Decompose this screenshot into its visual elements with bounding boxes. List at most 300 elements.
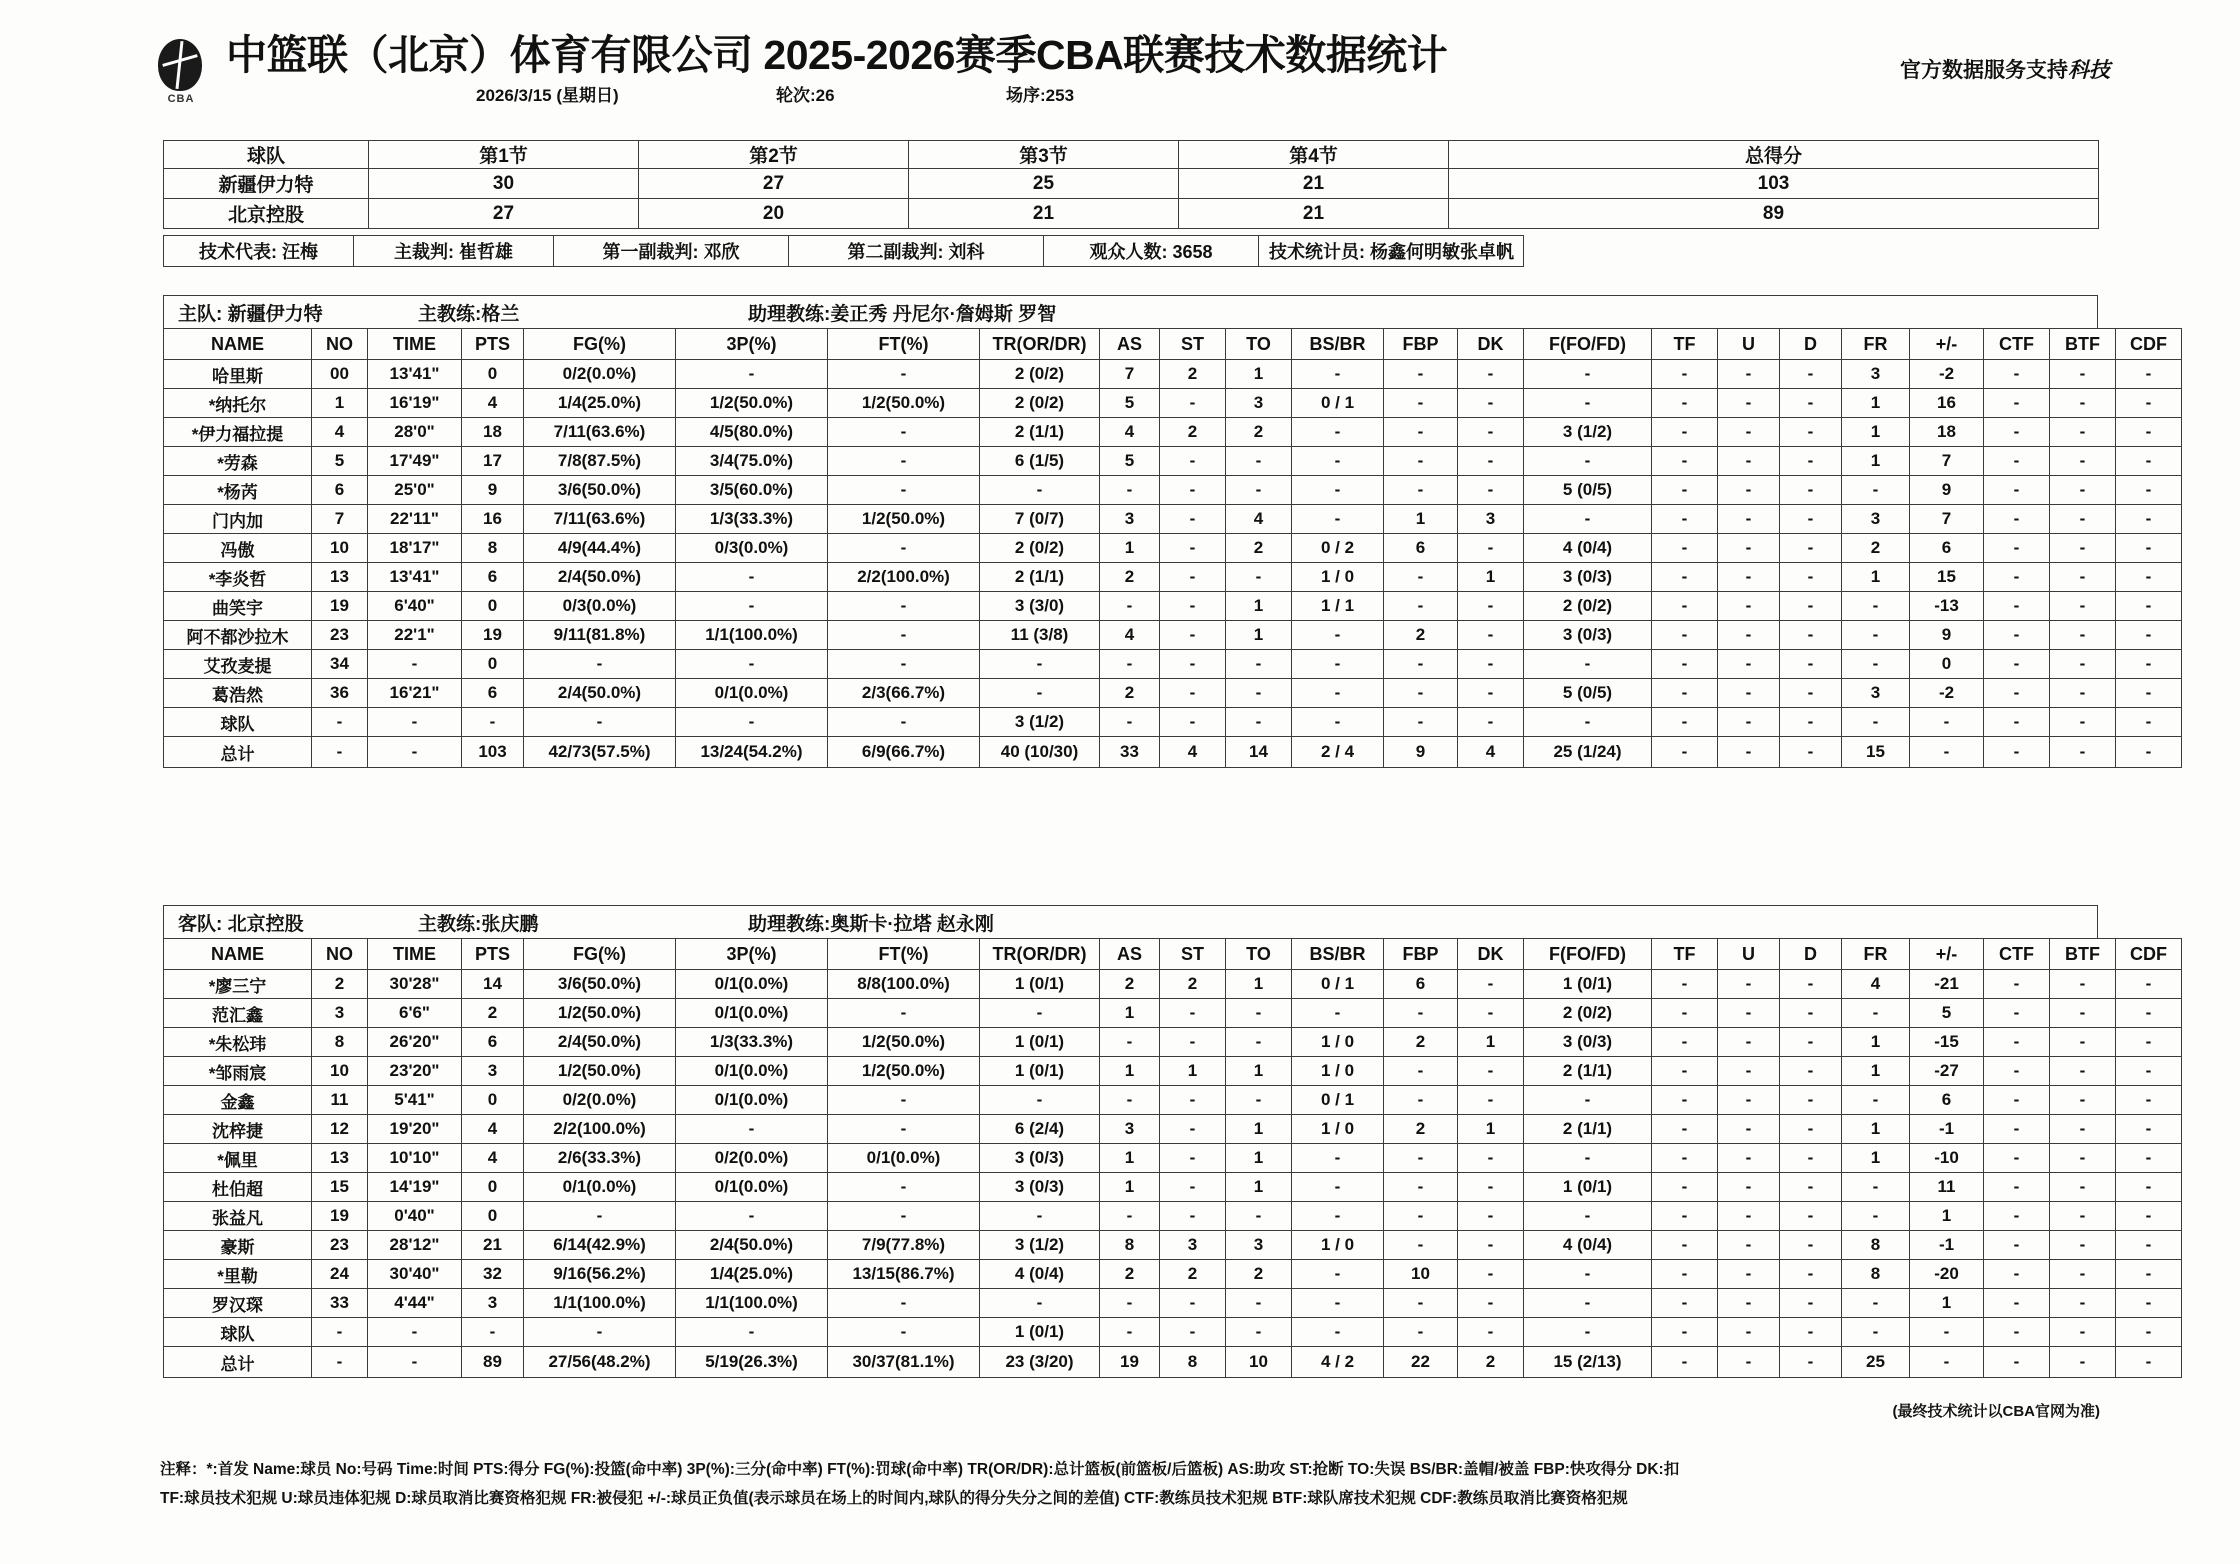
stat-cell: - [2050, 389, 2116, 418]
stat-cell: - [1652, 1115, 1718, 1144]
stat-cell: 6'40" [368, 592, 462, 621]
stat-cell: 23 (3/20) [980, 1347, 1100, 1378]
stat-cell: 2/4(50.0%) [524, 679, 676, 708]
document-masthead [150, 30, 2110, 110]
column-header-fg: FG(%) [524, 939, 676, 970]
stat-cell: 1 (0/1) [1524, 970, 1652, 999]
stat-cell: - [1984, 447, 2050, 476]
table-row [164, 970, 2182, 999]
column-header-fr: FR [1842, 939, 1910, 970]
column-header-cdf: CDF [2116, 329, 2182, 360]
stat-cell: 6 (1/5) [980, 447, 1100, 476]
stat-cell: 8 [312, 1028, 368, 1057]
stat-cell: 7/9(77.8%) [828, 1231, 980, 1260]
stat-cell: 4 [1160, 737, 1226, 768]
stat-cell: -2 [1910, 679, 1984, 708]
stat-cell: - [1160, 1144, 1226, 1173]
stat-cell: 33 [312, 1289, 368, 1318]
stat-cell: - [1718, 1173, 1780, 1202]
stat-cell: - [1780, 737, 1842, 768]
stat-cell: - [1984, 360, 2050, 389]
table-row [164, 1289, 2182, 1318]
stat-cell: - [1984, 418, 2050, 447]
stat-cell: 1 [1226, 970, 1292, 999]
stat-cell: - [1984, 1086, 2050, 1115]
column-header-as: AS [1100, 329, 1160, 360]
support-brand: 科技 [2068, 59, 2110, 82]
stat-cell: 8 [1100, 1231, 1160, 1260]
stat-cell: - [1384, 679, 1458, 708]
stat-cell: 7/8(87.5%) [524, 447, 676, 476]
stat-cell: 4/9(44.4%) [524, 534, 676, 563]
stat-cell: 5 (0/5) [1524, 679, 1652, 708]
player-name: *纳托尔 [164, 389, 312, 418]
stat-cell: 19 [312, 592, 368, 621]
player-name: 金鑫 [164, 1086, 312, 1115]
stat-cell: - [828, 1173, 980, 1202]
stat-cell: 24 [312, 1260, 368, 1289]
stat-cell: - [1384, 1289, 1458, 1318]
stat-cell: - [980, 650, 1100, 679]
stat-cell: - [1984, 476, 2050, 505]
stat-cell: - [1718, 447, 1780, 476]
stat-cell: - [1384, 563, 1458, 592]
stat-cell: - [2116, 970, 2182, 999]
stat-cell: 4 [1842, 970, 1910, 999]
stat-cell: - [1718, 1231, 1780, 1260]
stat-cell: - [2116, 1202, 2182, 1231]
stat-cell: - [1718, 621, 1780, 650]
stat-cell: - [1652, 1347, 1718, 1378]
column-header-st: ST [1160, 939, 1226, 970]
column-header-pts: PTS [462, 939, 524, 970]
stat-cell: - [1984, 1289, 2050, 1318]
stat-cell: - [1458, 1057, 1524, 1086]
stat-cell: - [1718, 1202, 1780, 1231]
stat-cell: - [1458, 447, 1524, 476]
stat-cell: - [312, 1318, 368, 1347]
stat-cell: - [2116, 389, 2182, 418]
stat-cell: - [2116, 999, 2182, 1028]
stat-cell: 1/3(33.3%) [676, 505, 828, 534]
stat-cell: 7 [312, 505, 368, 534]
stat-cell: - [828, 1318, 980, 1347]
stat-cell: - [1160, 1289, 1226, 1318]
stat-cell: - [2050, 1028, 2116, 1057]
stat-cell: - [828, 1289, 980, 1318]
stat-cell: - [2050, 1086, 2116, 1115]
table-row [164, 1173, 2182, 1202]
stat-cell: - [1652, 1202, 1718, 1231]
stat-cell: 9 [462, 476, 524, 505]
quarter-value: 27 [639, 169, 909, 199]
stat-cell: - [676, 592, 828, 621]
stat-cell: - [1160, 999, 1226, 1028]
stat-cell: - [2116, 1318, 2182, 1347]
stat-cell: - [1780, 1115, 1842, 1144]
stat-cell: 2 [1226, 418, 1292, 447]
stat-cell: - [1780, 679, 1842, 708]
stat-cell: 1 [1100, 999, 1160, 1028]
stat-cell: - [1718, 708, 1780, 737]
home-team-block [163, 295, 2167, 768]
stat-cell: - [1842, 1289, 1910, 1318]
stat-cell: 0 [462, 592, 524, 621]
stat-cell: - [1780, 650, 1842, 679]
stat-cell: 1 [1384, 505, 1458, 534]
stat-cell: 3 [1226, 1231, 1292, 1260]
stat-cell: 1 [1842, 1057, 1910, 1086]
stat-cell: - [1100, 592, 1160, 621]
stat-cell: - [2050, 563, 2116, 592]
stat-cell: 2 (0/2) [1524, 592, 1652, 621]
stat-cell: - [1910, 1318, 1984, 1347]
stat-cell: - [676, 1202, 828, 1231]
stat-cell: 1 [1458, 1028, 1524, 1057]
stat-cell: 1 [1842, 389, 1910, 418]
table-row [164, 505, 2182, 534]
quarter-total: 103 [1449, 169, 2099, 199]
stat-cell: 1 (0/1) [1524, 1173, 1652, 1202]
stat-cell: - [1984, 389, 2050, 418]
stat-cell: -20 [1910, 1260, 1984, 1289]
stat-cell: 2 (0/2) [980, 389, 1100, 418]
quarter-value: 25 [909, 169, 1179, 199]
stat-cell: - [2116, 1289, 2182, 1318]
stat-cell: 4 (0/4) [980, 1260, 1100, 1289]
stat-cell: - [1984, 1028, 2050, 1057]
home-assistant-coaches: 助理教练:姜正秀 丹尼尔·詹姆斯 罗智 [748, 303, 1057, 325]
stat-cell: - [1780, 389, 1842, 418]
column-header-st: ST [1160, 329, 1226, 360]
stat-cell: - [1652, 1028, 1718, 1057]
stat-cell: 42/73(57.5%) [524, 737, 676, 768]
stat-cell: - [676, 1318, 828, 1347]
stat-cell: 3 [1226, 389, 1292, 418]
stat-cell: 2 (1/1) [1524, 1115, 1652, 1144]
stat-cell: 6 [462, 679, 524, 708]
stat-cell: 0/1(0.0%) [676, 679, 828, 708]
stat-cell: - [1458, 708, 1524, 737]
column-header-u: U [1718, 329, 1780, 360]
stat-cell: - [1384, 360, 1458, 389]
quarter-total: 89 [1449, 199, 2099, 229]
player-name: 哈里斯 [164, 360, 312, 389]
quarter-header-cell: 第3节 [909, 141, 1179, 169]
stat-cell: - [1780, 534, 1842, 563]
stat-cell: 30/37(81.1%) [828, 1347, 980, 1378]
stat-cell: - [1652, 1057, 1718, 1086]
stat-cell: - [2116, 1144, 2182, 1173]
stat-cell: - [2116, 1231, 2182, 1260]
stat-cell: - [1910, 1347, 1984, 1378]
stat-cell: - [2116, 1115, 2182, 1144]
stat-cell: - [2050, 476, 2116, 505]
stat-cell: 1/1(100.0%) [676, 621, 828, 650]
stat-cell: 6 [1910, 534, 1984, 563]
quarter-header-cell: 第2节 [639, 141, 909, 169]
stat-cell: - [1458, 418, 1524, 447]
stat-cell: - [1652, 389, 1718, 418]
stat-cell: - [1292, 650, 1384, 679]
stat-cell: - [1160, 621, 1226, 650]
table-row [164, 1057, 2182, 1086]
column-header-ctf: CTF [1984, 939, 2050, 970]
stat-cell: - [1160, 1086, 1226, 1115]
stat-cell: - [1718, 1318, 1780, 1347]
stat-cell: 1 [1100, 1057, 1160, 1086]
stat-cell: 1 (0/1) [980, 1318, 1100, 1347]
stat-cell: 1 [1226, 621, 1292, 650]
stat-cell: - [524, 1202, 676, 1231]
stat-cell: 1 [1910, 1202, 1984, 1231]
table-row [164, 1144, 2182, 1173]
stat-cell: - [1292, 708, 1384, 737]
stat-cell: 23 [312, 1231, 368, 1260]
stat-cell: 6/9(66.7%) [828, 737, 980, 768]
stat-cell: - [1984, 708, 2050, 737]
home-team-meta [163, 295, 2098, 328]
stat-cell: - [1718, 1115, 1780, 1144]
stat-cell: - [1226, 1086, 1292, 1115]
stat-cell: - [1780, 1057, 1842, 1086]
stat-cell: - [1226, 1202, 1292, 1231]
quarter-row [164, 199, 2099, 229]
stat-cell: 15 [312, 1173, 368, 1202]
stat-cell: 6/14(42.9%) [524, 1231, 676, 1260]
stat-cell: 8 [462, 534, 524, 563]
table-row [164, 563, 2182, 592]
stat-cell: 1 [1458, 563, 1524, 592]
stat-cell: - [2050, 592, 2116, 621]
stat-cell: 3 [1100, 505, 1160, 534]
stat-cell: 8/8(100.0%) [828, 970, 980, 999]
stat-cell: 2 [1100, 563, 1160, 592]
stat-cell: - [1384, 1231, 1458, 1260]
stat-cell: 16 [1910, 389, 1984, 418]
stat-cell: 2 [1458, 1347, 1524, 1378]
stat-cell: - [1652, 621, 1718, 650]
player-name: *佩里 [164, 1144, 312, 1173]
stat-cell: - [1226, 447, 1292, 476]
stat-cell: - [1718, 970, 1780, 999]
stat-cell: -15 [1910, 1028, 1984, 1057]
stat-cell: - [2050, 1115, 2116, 1144]
stat-cell: - [2050, 708, 2116, 737]
stat-cell: 1 [1842, 447, 1910, 476]
stat-cell: - [828, 1115, 980, 1144]
table-row [164, 476, 2182, 505]
stat-cell: 36 [312, 679, 368, 708]
stat-cell: 9 [1910, 621, 1984, 650]
column-header-3p: 3P(%) [676, 329, 828, 360]
stat-cell: - [524, 1318, 676, 1347]
stat-cell: 9/16(56.2%) [524, 1260, 676, 1289]
stat-cell: - [1458, 1202, 1524, 1231]
column-header-name: NAME [164, 329, 312, 360]
stat-cell: - [1160, 505, 1226, 534]
stat-cell: 2/4(50.0%) [524, 1028, 676, 1057]
stat-cell: - [2050, 1144, 2116, 1173]
support-label: 官方数据服务支持 [1900, 59, 2068, 82]
stat-cell: 4 [462, 389, 524, 418]
stat-cell: - [1226, 476, 1292, 505]
stat-cell: 1 [1842, 1144, 1910, 1173]
stat-cell: - [1292, 1202, 1384, 1231]
stat-cell: 6 (2/4) [980, 1115, 1100, 1144]
stat-cell: 1 [1226, 1115, 1292, 1144]
stat-cell: - [1226, 1028, 1292, 1057]
stat-cell: 103 [462, 737, 524, 768]
stat-cell: - [676, 1115, 828, 1144]
stat-cell: - [2116, 1347, 2182, 1378]
stat-cell: - [1842, 476, 1910, 505]
stat-cell: 5 [1100, 447, 1160, 476]
stat-cell: 7/11(63.6%) [524, 418, 676, 447]
stat-cell: 6 [462, 1028, 524, 1057]
stat-cell: 1 [1910, 1289, 1984, 1318]
stat-cell: 1/2(50.0%) [524, 999, 676, 1028]
home-totals-row [164, 737, 2182, 768]
stat-cell: 32 [462, 1260, 524, 1289]
stat-cell: - [1384, 447, 1458, 476]
quarter-header-cell: 第4节 [1179, 141, 1449, 169]
stat-cell: - [1984, 563, 2050, 592]
table-row [164, 999, 2182, 1028]
stat-cell: - [828, 592, 980, 621]
stat-cell: - [1652, 999, 1718, 1028]
stat-cell: 22'1" [368, 621, 462, 650]
official-cell: 技术统计员: 杨鑫何明敏张卓帆 [1259, 236, 1524, 267]
stat-cell: 16 [462, 505, 524, 534]
stat-cell: 3/6(50.0%) [524, 476, 676, 505]
quarter-value: 21 [1179, 199, 1449, 229]
stat-cell: - [1524, 389, 1652, 418]
player-name: *廖三宁 [164, 970, 312, 999]
stat-cell: 3 [1842, 505, 1910, 534]
officials-table [163, 235, 1524, 267]
stat-cell: 33 [1100, 737, 1160, 768]
stat-cell: 0/1(0.0%) [524, 1173, 676, 1202]
stat-cell: - [312, 708, 368, 737]
official-data-support [1900, 54, 2110, 84]
stat-cell: 1 / 0 [1292, 563, 1384, 592]
stat-cell: 5'41" [368, 1086, 462, 1115]
stat-cell: - [2116, 1173, 2182, 1202]
stat-cell: - [980, 1086, 1100, 1115]
stat-cell: 4 [1100, 418, 1160, 447]
stat-cell: - [524, 650, 676, 679]
game-sequence: 场序:253 [1006, 86, 1075, 106]
stat-cell: - [462, 708, 524, 737]
column-header-tr-or-dr: TR(OR/DR) [980, 329, 1100, 360]
stat-cell: - [2050, 1231, 2116, 1260]
column-header-f-fo-fd: F(FO/FD) [1524, 939, 1652, 970]
stat-cell: - [1652, 1318, 1718, 1347]
stat-cell: 8 [1842, 1231, 1910, 1260]
stat-cell: - [1384, 708, 1458, 737]
stat-cell: 0'40" [368, 1202, 462, 1231]
stat-cell: 30'28" [368, 970, 462, 999]
stat-cell: - [1458, 1144, 1524, 1173]
stat-cell: - [1652, 505, 1718, 534]
quarter-value: 20 [639, 199, 909, 229]
away-head-coach: 主教练:张庆鹏 [418, 913, 539, 935]
stat-cell: - [1842, 621, 1910, 650]
stat-cell: - [1652, 418, 1718, 447]
stat-cell: 1 [1100, 1173, 1160, 1202]
stat-cell: - [1842, 1202, 1910, 1231]
stat-cell: - [1160, 1028, 1226, 1057]
stat-cell: 0/1(0.0%) [676, 999, 828, 1028]
stat-cell: 25 [1842, 1347, 1910, 1378]
stat-cell: - [1292, 1173, 1384, 1202]
stat-cell: 2 [1100, 970, 1160, 999]
stat-cell: 14'19" [368, 1173, 462, 1202]
stat-cell: 13 [312, 1144, 368, 1173]
table-row [164, 1202, 2182, 1231]
column-header-tr-or-dr: TR(OR/DR) [980, 939, 1100, 970]
stat-cell: - [1718, 1057, 1780, 1086]
stat-cell: 19 [1100, 1347, 1160, 1378]
stat-cell: - [1384, 592, 1458, 621]
player-name: *杨芮 [164, 476, 312, 505]
stat-cell: 13'41" [368, 563, 462, 592]
quarter-row [164, 169, 2099, 199]
stat-cell: - [1292, 1260, 1384, 1289]
stat-cell: - [1458, 389, 1524, 418]
home-head-coach: 主教练:格兰 [418, 303, 520, 325]
table-row [164, 1260, 2182, 1289]
stat-cell: 17'49" [368, 447, 462, 476]
stat-cell: - [1718, 1086, 1780, 1115]
table-row [164, 534, 2182, 563]
stat-cell: -27 [1910, 1057, 1984, 1086]
stat-cell: - [1384, 418, 1458, 447]
stat-cell: - [1292, 1289, 1384, 1318]
stat-cell: - [1984, 737, 2050, 768]
stat-cell: - [1458, 621, 1524, 650]
stat-cell: 2/2(100.0%) [524, 1115, 676, 1144]
stat-cell: 22 [1384, 1347, 1458, 1378]
stat-cell: 1 [1100, 534, 1160, 563]
column-header-to: TO [1226, 329, 1292, 360]
column-header-fbp: FBP [1384, 939, 1458, 970]
stat-cell: - [1718, 534, 1780, 563]
stat-cell: - [1160, 1115, 1226, 1144]
stat-cell: 3 (1/2) [980, 1231, 1100, 1260]
stat-cell: 1 [1842, 1115, 1910, 1144]
stat-cell: 7 (0/7) [980, 505, 1100, 534]
stat-cell: - [1100, 1202, 1160, 1231]
stat-cell: - [462, 1318, 524, 1347]
game-info-line [226, 81, 1447, 106]
stat-cell: 3 [1160, 1231, 1226, 1260]
stat-cell: - [1160, 476, 1226, 505]
stat-cell: - [1292, 1318, 1384, 1347]
stat-cell: - [1292, 999, 1384, 1028]
stat-cell: 0/3(0.0%) [676, 534, 828, 563]
stat-cell: - [2050, 970, 2116, 999]
stat-cell: 1 / 0 [1292, 1115, 1384, 1144]
stat-cell: 10 [312, 534, 368, 563]
table-row [164, 360, 2182, 389]
stat-cell: 2/4(50.0%) [524, 563, 676, 592]
stat-cell: 26'20" [368, 1028, 462, 1057]
stat-cell: - [1160, 1202, 1226, 1231]
stat-cell: - [1780, 621, 1842, 650]
stat-cell: 3 [312, 999, 368, 1028]
